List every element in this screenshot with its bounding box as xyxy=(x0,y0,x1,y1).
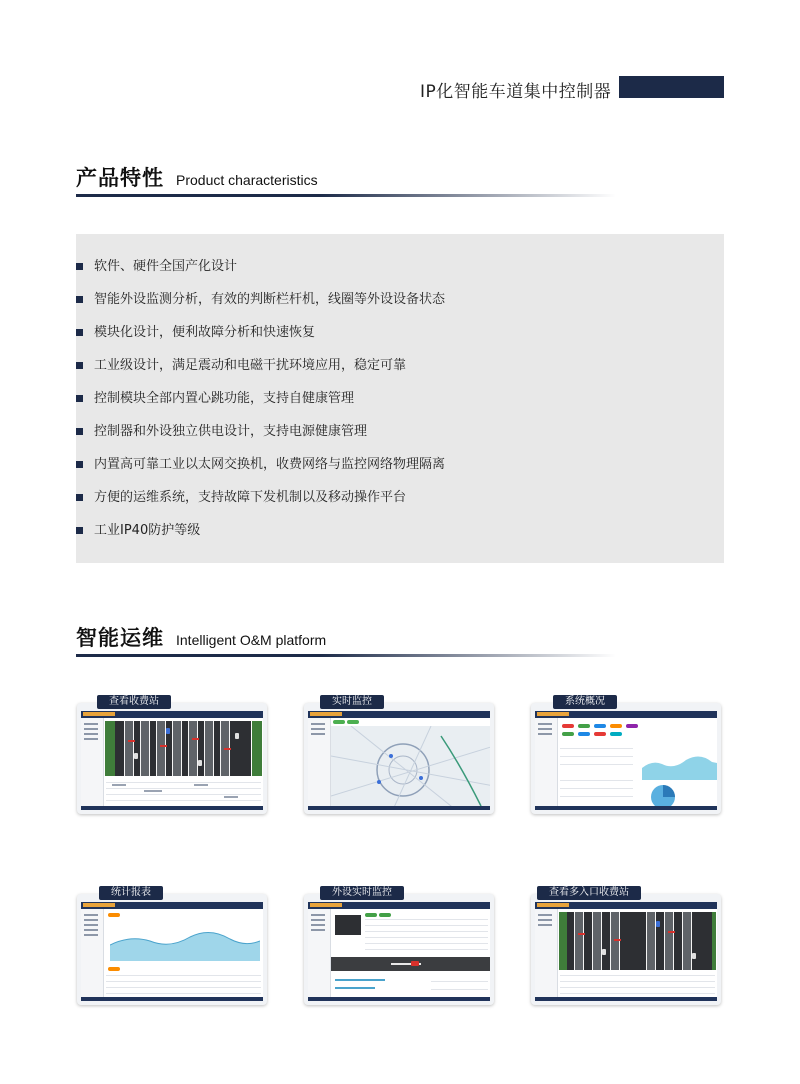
product-section-divider xyxy=(76,194,616,197)
app-top-bar xyxy=(81,902,263,909)
product-section-title-cn: 产品特性 xyxy=(76,166,164,190)
app-top-bar xyxy=(81,711,263,718)
om-section-title-cn: 智能运维 xyxy=(76,626,164,650)
om-section-divider xyxy=(76,654,616,657)
area-chart-image xyxy=(642,744,717,780)
product-section-title-en: Product characteristics xyxy=(176,172,318,188)
feature-text: 智能外设监测分析，有效的判断栏杆机，线圈等外设设备状态 xyxy=(94,292,446,307)
app-sidebar xyxy=(308,718,331,810)
app-footer xyxy=(535,997,717,1001)
feature-item xyxy=(76,489,445,522)
screenshot-image xyxy=(81,902,263,1001)
app-logo xyxy=(83,712,115,716)
app-logo xyxy=(310,712,342,716)
screenshot-image xyxy=(308,711,490,810)
app-logo xyxy=(537,903,569,907)
app-content xyxy=(558,909,717,1001)
screenshot-statistics-report xyxy=(77,887,267,1005)
app-top-bar xyxy=(535,711,717,718)
screenshot-realtime-monitor xyxy=(304,696,494,814)
app-content xyxy=(331,718,490,810)
bullet-square-icon xyxy=(76,494,83,501)
app-logo xyxy=(83,903,115,907)
app-footer xyxy=(308,997,490,1001)
map-image xyxy=(331,726,490,810)
feature-item xyxy=(76,357,445,390)
feature-text: 模块化设计，便利故障分析和快速恢复 xyxy=(94,325,316,340)
feature-item xyxy=(76,258,445,291)
screenshot-toll-station xyxy=(77,696,267,814)
screenshot-label: 查看多入口收费站 xyxy=(537,886,641,900)
app-top-bar xyxy=(308,711,490,718)
app-top-bar xyxy=(535,902,717,909)
app-sidebar xyxy=(535,718,558,810)
screenshot-peripheral-monitor xyxy=(304,887,494,1005)
app-content xyxy=(331,909,490,1001)
screenshot-label: 外设实时监控 xyxy=(320,886,404,900)
feature-item xyxy=(76,423,445,456)
screenshot-label: 查看收费站 xyxy=(97,695,171,709)
app-logo xyxy=(537,712,569,716)
feature-text: 方便的运维系统，支持故障下发机制以及移动操作平台 xyxy=(94,490,407,505)
document-header-title: IP化智能车道集中控制器 xyxy=(420,82,612,102)
header-accent-bar xyxy=(619,76,724,98)
om-section-title-en: Intelligent O&M platform xyxy=(176,632,327,648)
app-logo xyxy=(310,903,342,907)
bullet-square-icon xyxy=(76,329,83,336)
feature-item xyxy=(76,522,445,555)
bullet-square-icon xyxy=(76,461,83,468)
app-content xyxy=(104,909,263,1001)
product-section-title xyxy=(76,162,318,192)
app-footer xyxy=(81,997,263,1001)
feature-item xyxy=(76,390,445,423)
screenshot-multi-entry-toll xyxy=(531,887,721,1005)
app-footer xyxy=(308,806,490,810)
feature-panel xyxy=(76,234,724,563)
bullet-square-icon xyxy=(76,362,83,369)
om-section-title xyxy=(76,622,326,652)
bullet-square-icon xyxy=(76,428,83,435)
feature-item xyxy=(76,456,445,489)
feature-text: 内置高可靠工业以太网交换机，收费网络与监控网络物理隔离 xyxy=(94,457,446,472)
app-footer xyxy=(81,806,263,810)
app-sidebar xyxy=(81,718,104,810)
app-content xyxy=(104,718,263,810)
feature-item xyxy=(76,291,445,324)
screenshot-label: 实时监控 xyxy=(320,695,384,709)
app-top-bar xyxy=(308,902,490,909)
feature-list xyxy=(76,258,445,555)
screenshot-image xyxy=(81,711,263,810)
app-sidebar xyxy=(81,909,104,1001)
feature-text: 工业级设计，满足震动和电磁干扰环境应用，稳定可靠 xyxy=(94,358,407,373)
screenshot-image xyxy=(535,711,717,810)
screenshot-system-overview xyxy=(531,696,721,814)
feature-text: 控制器和外设独立供电设计，支持电源健康管理 xyxy=(94,424,368,439)
app-sidebar xyxy=(308,909,331,1001)
feature-text: 控制模块全部内置心跳功能，支持自健康管理 xyxy=(94,391,355,406)
screenshot-image xyxy=(535,902,717,1001)
app-footer xyxy=(535,806,717,810)
bullet-square-icon xyxy=(76,527,83,534)
bullet-square-icon xyxy=(76,395,83,402)
bullet-square-icon xyxy=(76,296,83,303)
screenshot-label: 系统概况 xyxy=(553,695,617,709)
screenshot-image xyxy=(308,902,490,1001)
feature-text: 软件、硬件全国产化设计 xyxy=(94,259,238,274)
feature-item xyxy=(76,324,445,357)
app-content xyxy=(558,718,717,810)
app-sidebar xyxy=(535,909,558,1001)
area-chart-image xyxy=(110,923,260,961)
bullet-square-icon xyxy=(76,263,83,270)
screenshot-label: 统计报表 xyxy=(99,886,163,900)
feature-text: 工业IP40防护等级 xyxy=(94,523,201,538)
